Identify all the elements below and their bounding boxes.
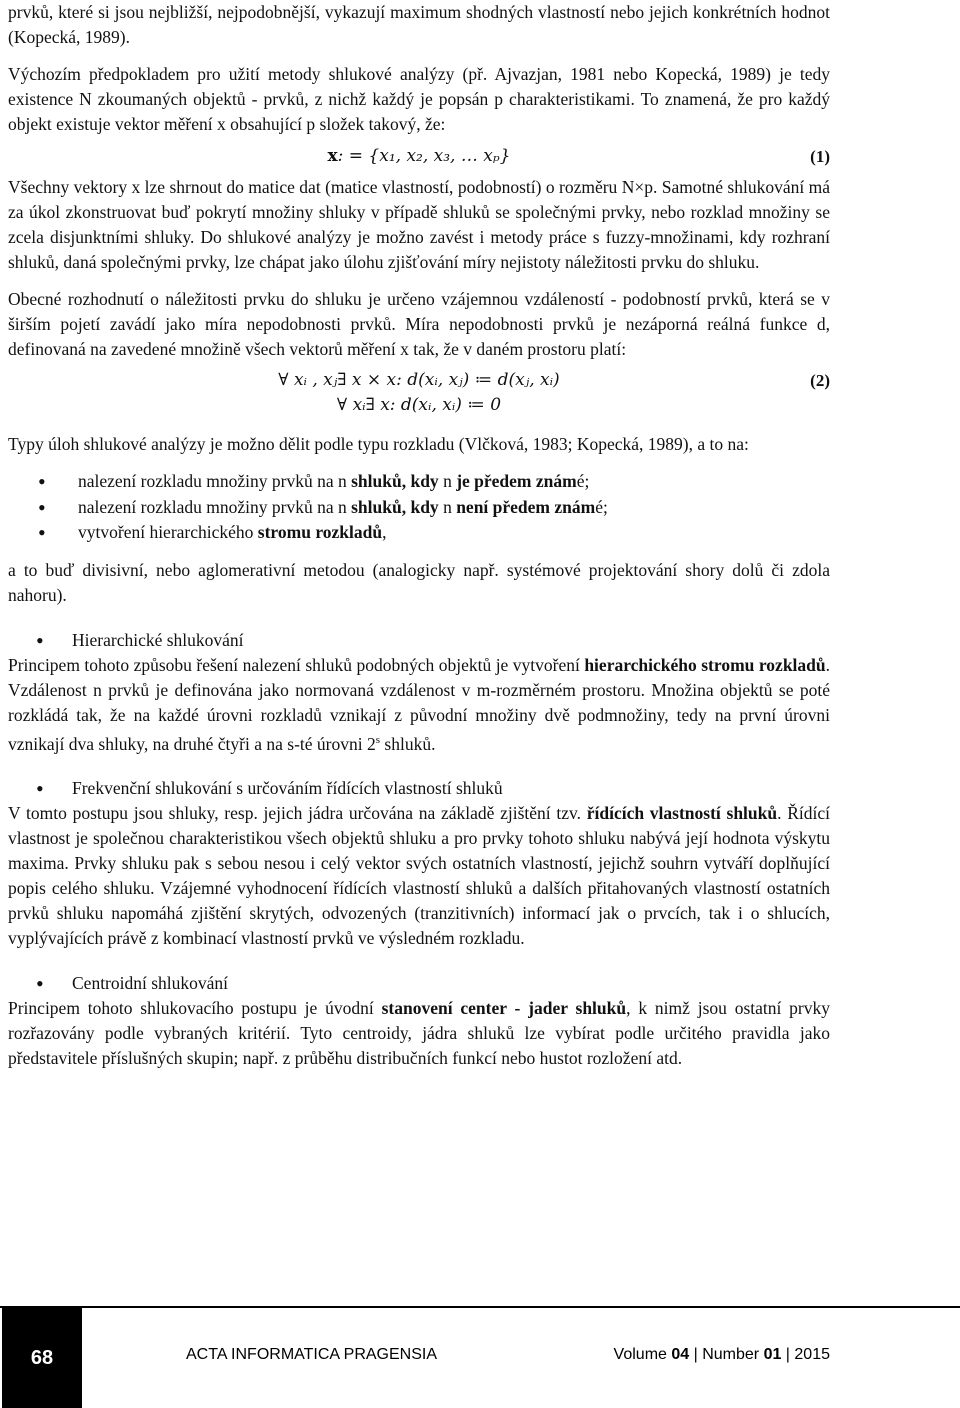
page-number: 68 xyxy=(2,1308,82,1408)
issue-number: 01 xyxy=(763,1346,782,1363)
section-body-centroid: Principem tohoto shlukovacího postupu je úvodní stanovení center - jader shluků, k nimž jsou ostatní prvky rozřazovány podle vybraných kritérií. Tyto centroidy, jádra shluků lze vybírat podle určitého pravidla jako představitele příslušných skupin; např. z průběhu distribučních funkcí nebo hustot rozložení atd. xyxy=(8,998,831,1069)
paragraph: a to buď divisivní, nebo aglomerativní metodou (analogicky např. systémové projektování shory dolů či zdola nahoru). xyxy=(8,559,830,605)
list-item: • nalezení rozkladu množiny prvků na n shluků, kdy n je předem známé; xyxy=(38,469,830,495)
task-type-list xyxy=(8,469,830,546)
paragraph: Výchozím předpokladem pro užití metody shlukové analýzy (př. Ajvazjan, 1981 nebo Kopecká, 1989) je tedy existence N zkoumaných objektů - prvků, z nichž každý je popsán p charakteristikami. To znamená, že pro každý objekt existuje vektor měření x obsahující p složek takový, že: xyxy=(8,64,830,134)
equation-2-line-1: ∀ xᵢ , xⱼ∃ x × x: d(xᵢ, xⱼ) ≔ d(xⱼ, xᵢ) xyxy=(278,370,560,390)
list-item: • nalezení rozkladu množiny prvků na n shluků, kdy n není předem známé; xyxy=(38,495,830,521)
page-footer xyxy=(0,1306,960,1408)
section-body-frequency: V tomto postupu jsou shluky, resp. jejich jádra určována na základě zjištění tzv. řídících vlastností shluků. Řídící vlastnost je společnou charakteristikou všech objektů shluku a pro prvky tohoto shluku nabývá její hodnota výskytu maxima. Prvky shluku pak s sebou nesou i celý vektor svých ostatních vlastností, jejichž souhrn vytváří doplňující popis celého shluku. Vzájemné vyhodnocení řídících vlastností shluků a dalších přitahovaných vlastností ostatních prvků shluku napomáhá zjištění skrytých, odvozených (tranzitivních) informací jak o prvcích, tak i o shlucích, vyplývajících právě z kombinací vlastností prvků ve výsledném rozkladu. xyxy=(8,803,830,949)
year: 2015 xyxy=(794,1346,830,1363)
equation-1-lhs: x xyxy=(327,146,338,166)
equation-1-number: (1) xyxy=(810,147,830,166)
footer-rule xyxy=(0,1306,960,1308)
paragraph: Všechny vektory x lze shrnout do matice dat (matice vlastností, podobností) o rozměru N×p. Samotné shlukování má za úkol zkonstruovat buď pokrytí množiny shluky v případě shluků se společnými prvky, nebo rozklad množiny se zcela disjunktními shluky. Do shlukové analýzy je možno zavést i metody práce s fuzzy-množinami, kdy rozhraní shluků, daná společnými prvky, lze chápat jako úlohu zjišťování míry nejistoty náležitosti prvku do shluku. xyxy=(8,177,830,272)
equation-2 xyxy=(8,368,830,418)
equation-1-rhs: : = {x₁, x₂, x₃, … xₚ} xyxy=(337,146,511,166)
volume-number: 04 xyxy=(671,1346,690,1363)
paragraph: prvků, které si jsou nejbližší, nejpodobnější, vykazují maximum shodných vlastností nebo jejich konkrétních hodnot (Kopecká, 1989). xyxy=(8,2,830,47)
paragraph: Obecné rozhodnutí o náležitosti prvku do shluku je určeno vzájemnou vzdáleností - podobností prvků, která se v širším pojetí zavádí jako míra nepodobnosti prvků. Míra nepodobnosti prvků je nezáporná reálná funkce d, definovaná na zavedené množině všech vektorů měření x tak, že v daném prostoru platí: xyxy=(8,289,830,359)
section-heading-hierarchical: • Hierarchické shlukování xyxy=(8,628,830,653)
section-body-hierarchical: Principem tohoto způsobu řešení nalezení shluků podobných objektů je vytvoření hierarchického stromu rozkladů. Vzdálenost n prvků je definována jako normovaná vzdálenost v m-rozměrném prostoru. Množina objektů se poté rozkládá tak, že na každé úrovni rozkladů vznikají z původní množiny dvě podmnožiny, tedy na první úrovni vznikají dva shluky, na druhé čtyři a na s-té úrovni 2$^s$ shluků. xyxy=(8,654,830,754)
issue-info: Volume 04 | Number 01 | 2015 xyxy=(613,1346,830,1363)
equation-2-line-2: ∀ xᵢ∃ x: d(xᵢ, xᵢ) ≔ 0 xyxy=(336,395,502,415)
equation-1-formula xyxy=(8,144,830,169)
equation-1 xyxy=(8,144,830,169)
body-text xyxy=(8,0,830,1071)
section-heading-centroid: • Centroidní shlukování xyxy=(8,971,830,996)
paragraph: Typy úloh shlukové analýzy je možno dělit podle typu rozkladu (Vlčková, 1983; Kopecká, 1989), a to na: xyxy=(8,434,749,454)
list-item: • vytvoření hierarchického stromu rozkladů, xyxy=(38,520,830,546)
section-heading-frequency: • Frekvenční shlukování s určováním řídících vlastností shluků xyxy=(8,776,830,801)
equation-2-number: (2) xyxy=(810,371,830,390)
journal-name: ACTA INFORMATICA PRAGENSIA xyxy=(186,1346,437,1363)
